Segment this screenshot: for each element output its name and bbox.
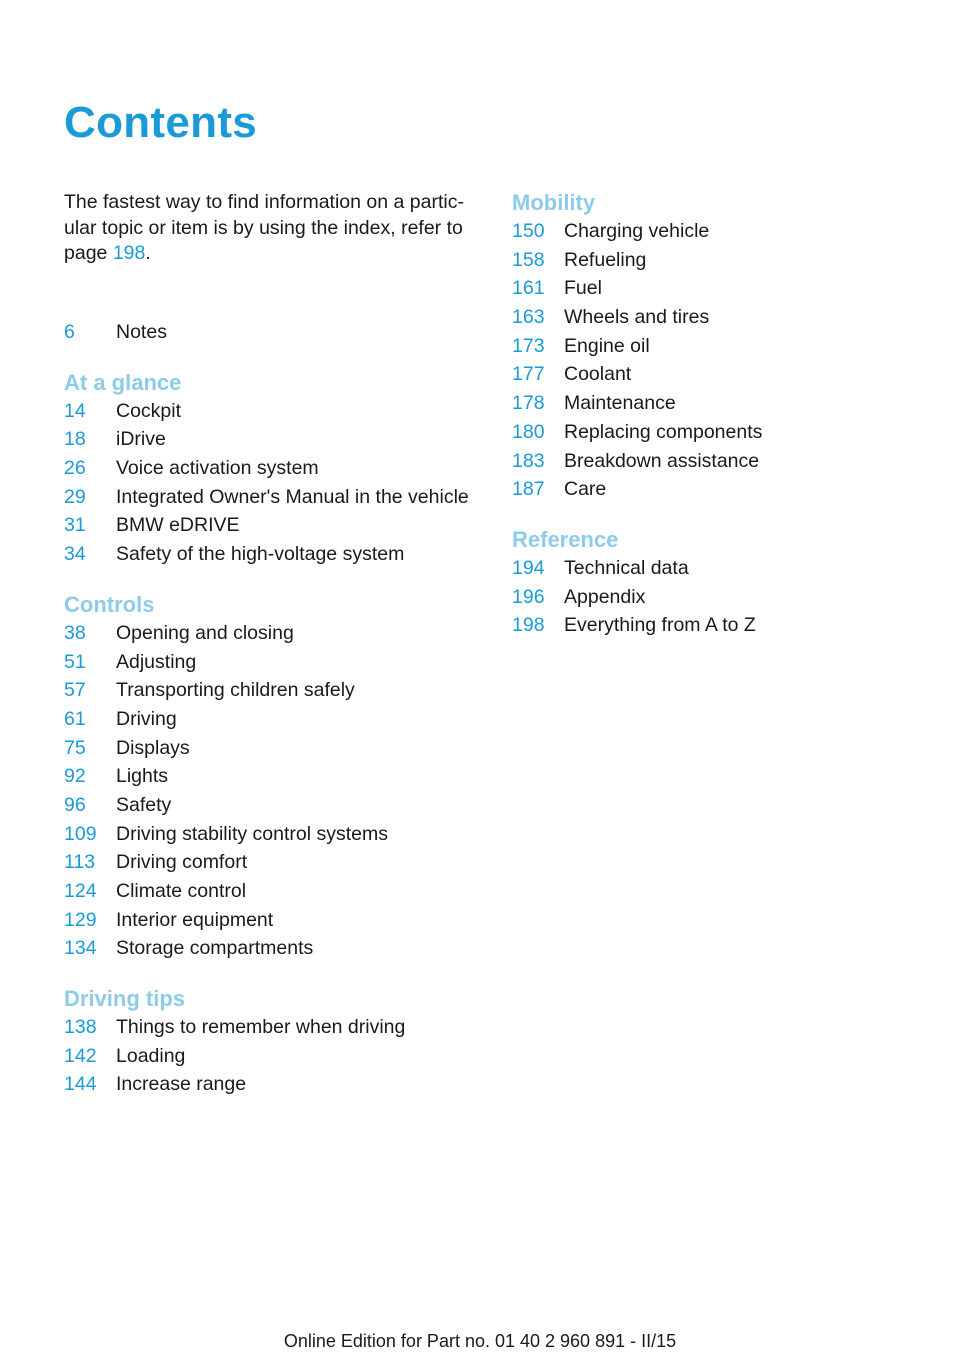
toc-entry-label: Safety of the high-voltage system <box>116 543 405 566</box>
toc-entry-label: Replacing components <box>564 420 763 443</box>
toc-entry-label: Interior equipment <box>116 908 274 931</box>
toc-entry-label: Driving comfort <box>116 851 248 874</box>
toc-page-number[interactable]: 26 <box>64 457 86 480</box>
toc-entry-label: Notes <box>116 321 167 343</box>
toc-entry-label: iDrive <box>116 428 166 451</box>
toc-entry-label: Adjusting <box>116 650 197 673</box>
toc-entry[interactable] <box>512 246 942 275</box>
toc-page-number[interactable]: 180 <box>512 420 545 443</box>
toc-entry[interactable] <box>64 734 494 763</box>
toc-page-number[interactable]: 144 <box>64 1073 97 1096</box>
toc-page-number[interactable]: 183 <box>512 449 545 472</box>
toc-entry-label: Cockpit <box>116 399 182 422</box>
intro-paragraph <box>64 190 484 267</box>
toc-entry-label: Integrated Owner's Manual in the vehicle <box>116 485 469 508</box>
toc-entry-label: Fuel <box>564 277 602 300</box>
toc-entry[interactable] <box>64 820 494 849</box>
toc-page-number[interactable]: 29 <box>64 485 86 508</box>
toc-entry-label: Technical data <box>564 556 689 579</box>
intro-text-end: . <box>145 242 151 264</box>
toc-page-number[interactable]: 129 <box>64 908 97 931</box>
toc-section-title: At a glance <box>64 369 182 395</box>
toc-entry[interactable] <box>64 906 494 935</box>
toc-entry[interactable] <box>64 454 494 483</box>
toc-page-number[interactable]: 92 <box>64 765 86 788</box>
toc-page-number[interactable]: 124 <box>64 880 97 902</box>
toc-entry[interactable] <box>64 1042 494 1071</box>
toc-page-number[interactable]: 163 <box>512 306 545 329</box>
toc-entry[interactable] <box>512 360 942 389</box>
toc-page-number[interactable]: 61 <box>64 707 86 730</box>
toc-section-title: Driving tips <box>64 986 186 1012</box>
toc-entry[interactable] <box>64 877 494 906</box>
toc-entry[interactable] <box>64 318 494 347</box>
toc-page-number[interactable]: 196 <box>512 585 545 608</box>
section-gap <box>64 569 494 590</box>
toc-entry[interactable] <box>512 554 942 583</box>
toc-entry[interactable] <box>512 274 942 303</box>
toc-entry[interactable] <box>64 425 494 454</box>
toc-entry-label: Refueling <box>564 248 647 271</box>
toc-page-number[interactable]: 31 <box>64 514 86 537</box>
toc-page-number[interactable]: 173 <box>512 334 545 357</box>
toc-entry-label: Driving <box>116 707 177 730</box>
toc-entry[interactable] <box>512 217 942 246</box>
toc-entry[interactable] <box>64 648 494 677</box>
toc-entry[interactable] <box>64 934 494 963</box>
toc-entry[interactable] <box>64 705 494 734</box>
section-gap <box>64 963 494 984</box>
toc-entry[interactable] <box>512 303 942 332</box>
toc-entry[interactable] <box>512 611 942 640</box>
toc-entry-label: Voice activation system <box>116 457 319 480</box>
toc-entry[interactable] <box>512 332 942 361</box>
toc-page-number[interactable]: 6 <box>64 321 75 343</box>
toc-entry-label: Coolant <box>564 363 632 386</box>
toc-entry-label: Increase range <box>116 1073 247 1096</box>
toc-page-number[interactable]: 178 <box>512 392 545 415</box>
toc-page-number[interactable]: 177 <box>512 363 545 386</box>
toc-section-title: Controls <box>64 591 155 617</box>
toc-page-number[interactable]: 18 <box>64 428 86 451</box>
intro-text: The fastest way to find information on a partic-ular topic or item is by using the index, refer to page <box>64 191 464 264</box>
toc-entry[interactable] <box>64 619 494 648</box>
toc-entry-label: Driving stability control systems <box>116 822 388 845</box>
toc-entry-label: Things to remember when driving <box>116 1016 406 1039</box>
page-footer: Online Edition for Part no. 01 40 2 960 891 - II/15 <box>283 1331 677 1351</box>
toc-left-column <box>64 318 494 1099</box>
toc-page-number[interactable]: 134 <box>64 937 97 960</box>
toc-page-number[interactable]: 51 <box>64 650 86 673</box>
toc-section-title: Mobility <box>512 190 596 215</box>
toc-entry[interactable] <box>64 397 494 426</box>
toc-page-number[interactable]: 150 <box>512 220 545 242</box>
toc-page-number[interactable]: 96 <box>64 793 86 816</box>
toc-entry[interactable] <box>64 676 494 705</box>
toc-entry[interactable] <box>512 418 942 447</box>
toc-page-number[interactable]: 109 <box>64 822 97 845</box>
toc-entry-label: Breakdown assistance <box>564 449 760 472</box>
toc-page-number[interactable]: 194 <box>512 556 545 579</box>
toc-entry-label: Care <box>564 478 607 501</box>
toc-entry-label: Charging vehicle <box>564 220 710 242</box>
toc-entry-label: Safety <box>116 793 172 816</box>
toc-page-number[interactable]: 57 <box>64 679 86 702</box>
toc-page-number[interactable]: 161 <box>512 277 545 300</box>
toc-section-title: Reference <box>512 526 619 552</box>
toc-entry[interactable] <box>64 1070 494 1099</box>
toc-entry-label: Lights <box>116 765 169 788</box>
section-gap <box>64 347 494 368</box>
toc-entry[interactable] <box>512 475 942 504</box>
toc-entry-label: Appendix <box>564 585 646 608</box>
toc-page-number[interactable]: 14 <box>64 399 86 422</box>
toc-page-number[interactable]: 198 <box>512 614 545 637</box>
toc-entry-label: Wheels and tires <box>564 306 710 329</box>
toc-entry[interactable] <box>64 1013 494 1042</box>
toc-page-number[interactable]: 187 <box>512 478 545 501</box>
toc-entry[interactable] <box>64 511 494 540</box>
toc-entry-label: Storage compartments <box>116 937 314 960</box>
toc-entry[interactable] <box>64 762 494 791</box>
toc-page-number[interactable]: 138 <box>64 1016 97 1039</box>
toc-page-number[interactable]: 34 <box>64 543 86 566</box>
page-title: Contents <box>64 98 258 147</box>
section-gap <box>512 504 942 525</box>
toc-entry-label: Transporting children safely <box>116 679 355 702</box>
toc-entry-label: Opening and closing <box>116 621 294 644</box>
toc-entry[interactable] <box>512 583 942 612</box>
toc-entry[interactable] <box>512 447 942 476</box>
toc-entry-label: Climate control <box>116 880 247 902</box>
toc-entry-label: Engine oil <box>564 334 650 357</box>
toc-entry[interactable] <box>64 848 494 877</box>
toc-page-number[interactable]: 113 <box>64 851 96 874</box>
toc-entry[interactable] <box>64 791 494 820</box>
toc-entry-label: Everything from A to Z <box>564 614 756 637</box>
toc-entry[interactable] <box>64 540 494 569</box>
toc-right-column <box>512 188 942 640</box>
toc-entry-label: BMW eDRIVE <box>116 514 240 537</box>
toc-page-number[interactable]: 38 <box>64 621 86 644</box>
toc-page-number[interactable]: 142 <box>64 1044 97 1067</box>
toc-entry-label: Displays <box>116 736 190 759</box>
toc-page-number[interactable]: 158 <box>512 248 545 271</box>
toc-entry-label: Loading <box>116 1044 186 1067</box>
toc-entry[interactable] <box>512 389 942 418</box>
toc-page-number[interactable]: 75 <box>64 736 86 759</box>
index-page-link[interactable]: 198 <box>112 242 146 264</box>
toc-entry[interactable] <box>64 483 494 512</box>
toc-entry-label: Maintenance <box>564 392 676 415</box>
